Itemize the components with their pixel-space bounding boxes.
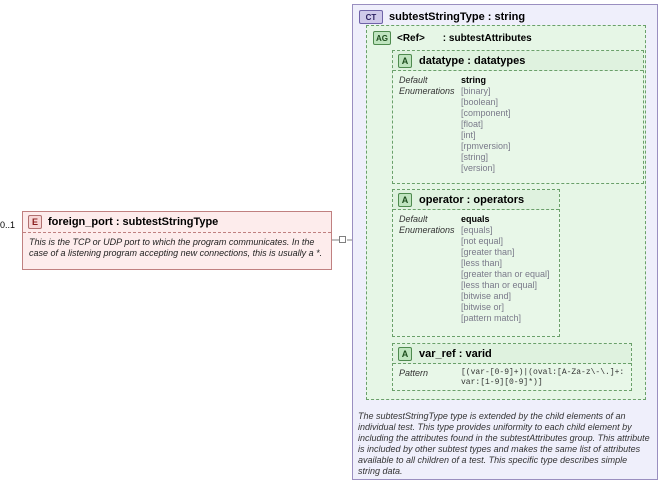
attribute-operator-facets xyxy=(393,210,559,327)
attribute-badge-icon: A xyxy=(398,347,412,361)
facet-value: [greater than or equal] xyxy=(461,269,550,279)
facet-value: [greater than] xyxy=(461,247,515,257)
facet-value: [bitwise or] xyxy=(461,302,505,312)
facet-value: [less than or equal] xyxy=(461,280,538,290)
facet-value: string xyxy=(461,75,487,85)
element-foreign-port[interactable] xyxy=(22,211,332,270)
attributegroup-ref-label: <Ref> xyxy=(397,32,425,44)
facet-value: [boolean] xyxy=(461,97,499,107)
attributegroup-badge-icon: AG xyxy=(373,31,391,45)
complextype-title: subtestStringType : string xyxy=(389,11,526,23)
element-badge-icon: E xyxy=(28,215,42,229)
attribute-badge-icon: A xyxy=(398,54,412,68)
facet-value: [bitwise and] xyxy=(461,291,512,301)
attribute-var-ref[interactable] xyxy=(392,343,632,391)
occurrence-label: 0..1 xyxy=(0,220,16,230)
attribute-datatype[interactable] xyxy=(392,50,644,184)
facet-value: [string] xyxy=(461,152,489,162)
facet-value: [rpmversion] xyxy=(461,141,511,151)
attribute-datatype-title: datatype : datatypes xyxy=(419,54,526,67)
facet-value-pattern: [(var-[0-9]+)|(oval:[A-Za-z\-\.]+:var:[1-9][0-9]*)] xyxy=(461,368,625,387)
facet-value: [equals] xyxy=(461,225,493,235)
facet-label-default: Default xyxy=(399,75,428,85)
complextype-badge-icon: CT xyxy=(359,10,383,24)
facet-value: [pattern match] xyxy=(461,313,522,323)
attribute-operator[interactable] xyxy=(392,189,560,337)
facet-values xyxy=(461,214,550,324)
connector-square-left[interactable] xyxy=(339,236,346,243)
facet-value: [not equal] xyxy=(461,236,504,246)
attributegroup-name: : subtestAttributes xyxy=(442,32,532,44)
facet-label-enumerations: Enumerations xyxy=(399,86,455,96)
attribute-datatype-header xyxy=(393,51,643,71)
facet-label-enumerations: Enumerations xyxy=(399,225,455,235)
facet-values xyxy=(461,75,511,174)
attribute-var-ref-title: var_ref : varid xyxy=(419,347,492,360)
facet-value: [int] xyxy=(461,130,476,140)
attribute-operator-header xyxy=(393,190,559,210)
attributegroup-header xyxy=(373,31,532,45)
facet-value: [version] xyxy=(461,163,496,173)
facet-label-pattern: Pattern xyxy=(399,368,429,378)
element-header xyxy=(23,212,331,233)
facet-labels xyxy=(399,214,461,324)
attribute-var-ref-header xyxy=(393,344,631,364)
facet-labels xyxy=(399,75,461,174)
attribute-var-ref-facets xyxy=(393,364,631,392)
attribute-badge-icon: A xyxy=(398,193,412,207)
element-title: foreign_port : subtestStringType xyxy=(48,216,219,228)
facet-value: [float] xyxy=(461,119,484,129)
facet-value: equals xyxy=(461,214,490,224)
attribute-operator-title: operator : operators xyxy=(419,193,525,206)
facet-label-default: Default xyxy=(399,214,428,224)
facet-value: [component] xyxy=(461,108,511,118)
element-documentation: This is the TCP or UDP port to which the program communicates. In the case of a listening program accepting new connections, this is usually a *. xyxy=(29,237,323,258)
complextype-documentation: The subtestStringType type is extended by the child elements of an individual test. This type provides uniformity to each child element by including the attributes found in the subtestAttributes group. This attribute is included by other subtest types and makes the same list of attributes available to all children of a test. This specific type describes simple string data. xyxy=(358,411,650,476)
complextype-header xyxy=(359,10,525,24)
facet-value: [binary] xyxy=(461,86,491,96)
facet-value: [less than] xyxy=(461,258,503,268)
attribute-datatype-facets xyxy=(393,71,643,177)
